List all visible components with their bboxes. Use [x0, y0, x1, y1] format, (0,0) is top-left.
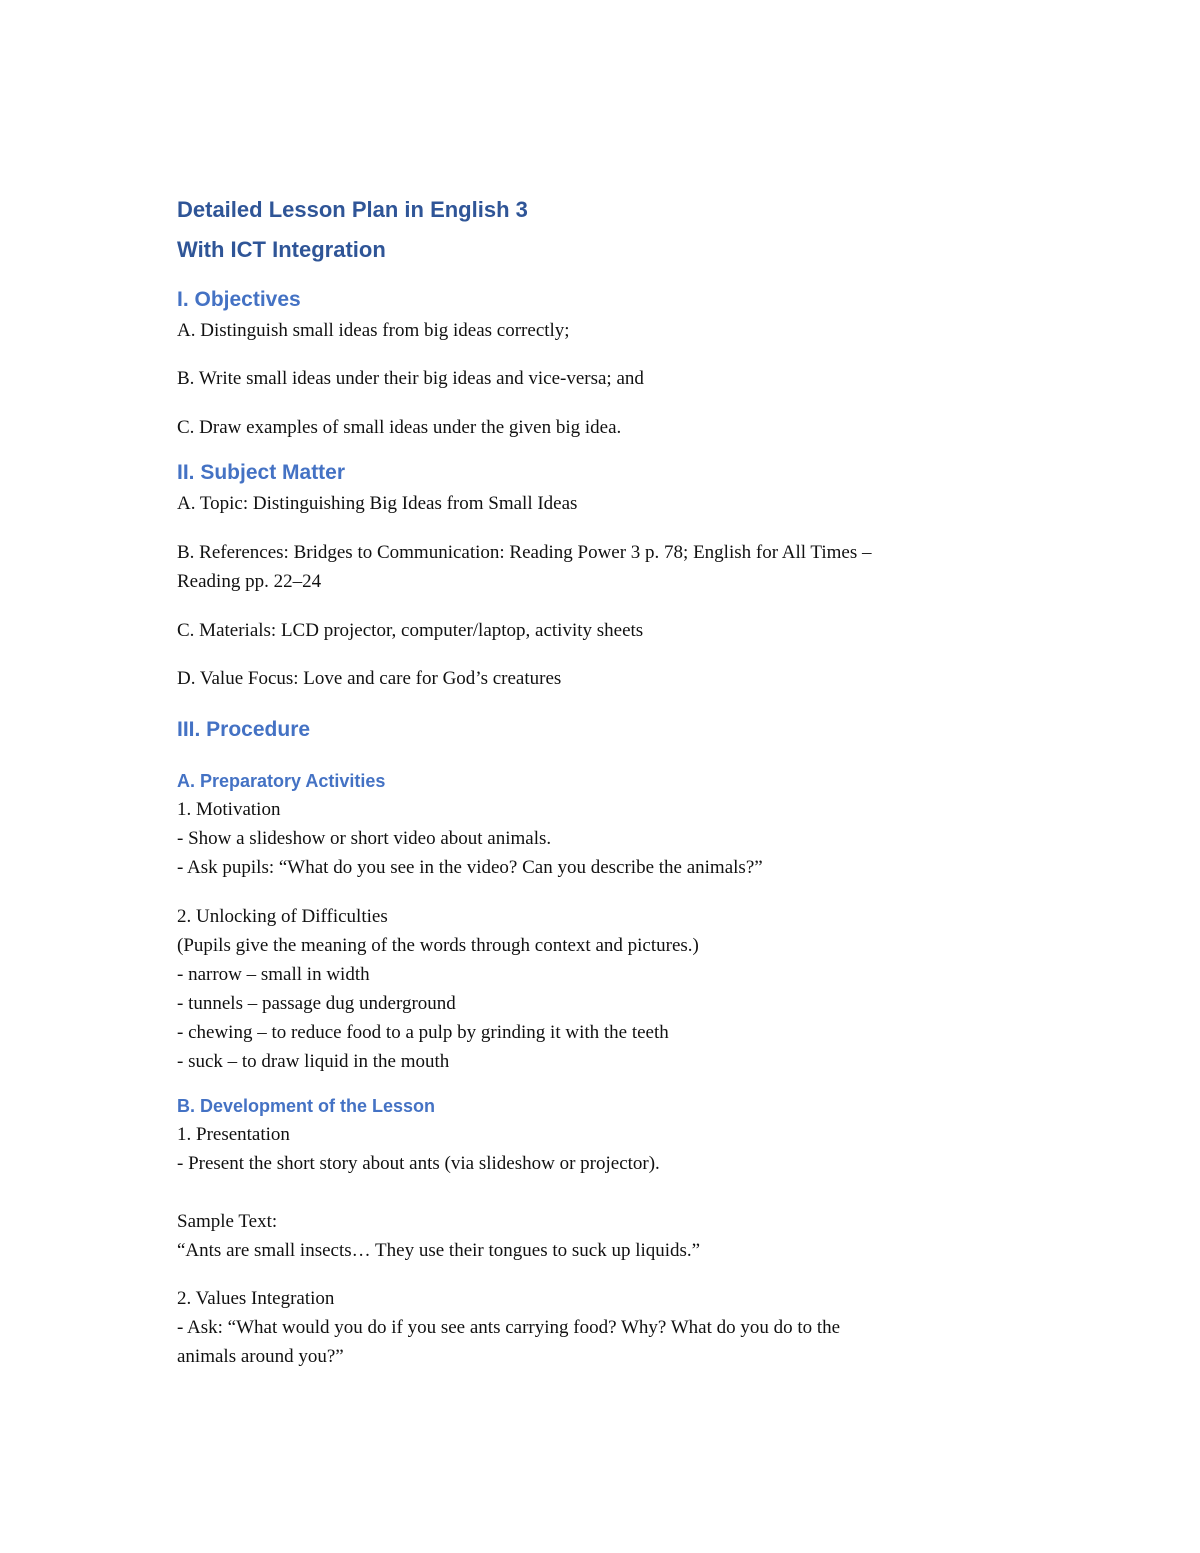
unlocking-block — [177, 902, 1037, 1076]
development-heading: B. Development of the Lesson — [177, 1096, 436, 1116]
unlocking-line: - narrow – small in width — [177, 964, 370, 985]
objective-b: B. Write small ideas under their big ideas and vice-versa; and — [177, 368, 644, 389]
unlocking-line: - suck – to draw liquid in the mouth — [177, 1051, 450, 1072]
presentation-line: - Present the short story about ants (via slideshow or projector). — [177, 1153, 660, 1174]
sample-text-line: “Ants are small insects… They use their tongues to suck up liquids.” — [177, 1240, 701, 1261]
unlocking-line: - chewing – to reduce food to a pulp by grinding it with the teeth — [177, 1022, 669, 1043]
document-subtitle: With ICT Integration — [177, 237, 386, 262]
document-page — [177, 190, 1037, 1371]
subject-references-line2: Reading pp. 22–24 — [177, 571, 322, 592]
subject-references-line1: B. References: Bridges to Communication: Reading Power 3 p. 78; English for All Times – — [177, 542, 872, 563]
values-line: 2. Values Integration — [177, 1288, 335, 1309]
motivation-block — [177, 795, 1037, 882]
unlocking-line: (Pupils give the meaning of the words through context and pictures.) — [177, 935, 699, 956]
sample-text-line: Sample Text: — [177, 1211, 278, 1232]
motivation-line: - Show a slideshow or short video about animals. — [177, 828, 552, 849]
objectives-heading: I. Objectives — [177, 288, 301, 311]
motivation-line: - Ask pupils: “What do you see in the video? Can you describe the animals?” — [177, 857, 763, 878]
unlocking-line: - tunnels – passage dug underground — [177, 993, 456, 1014]
presentation-line: 1. Presentation — [177, 1124, 290, 1145]
values-integration-block — [177, 1284, 1037, 1371]
unlocking-line: 2. Unlocking of Difficulties — [177, 906, 388, 927]
objective-c: C. Draw examples of small ideas under the given big idea. — [177, 417, 622, 438]
subject-topic: A. Topic: Distinguishing Big Ideas from Small Ideas — [177, 493, 578, 514]
sample-text-block — [177, 1207, 1037, 1265]
subject-matter-heading: II. Subject Matter — [177, 461, 346, 484]
subject-materials: C. Materials: LCD projector, computer/laptop, activity sheets — [177, 620, 644, 641]
objective-a: A. Distinguish small ideas from big ideas correctly; — [177, 320, 570, 341]
procedure-heading: III. Procedure — [177, 718, 311, 741]
subject-value-focus: D. Value Focus: Love and care for God’s creatures — [177, 668, 562, 689]
motivation-line: 1. Motivation — [177, 799, 281, 820]
values-line: animals around you?” — [177, 1346, 344, 1367]
presentation-block — [177, 1120, 1037, 1178]
preparatory-heading: A. Preparatory Activities — [177, 771, 386, 791]
document-title: Detailed Lesson Plan in English 3 — [177, 197, 528, 222]
values-line: - Ask: “What would you do if you see ants carrying food? Why? What do you do to the — [177, 1317, 841, 1338]
